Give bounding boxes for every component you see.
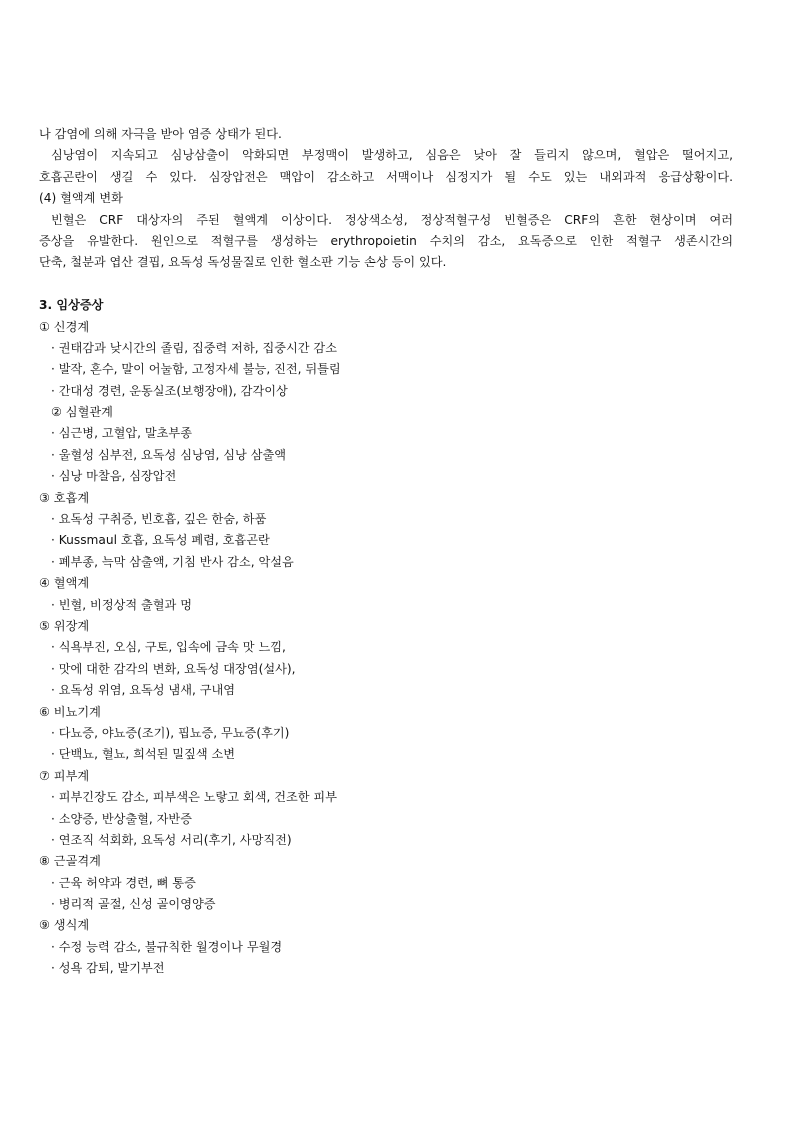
list-item: · 권태감과 낮시간의 졸림, 집중력 저하, 집중시간 감소 xyxy=(51,340,337,355)
list-item: · 단백뇨, 혈뇨, 희석된 밀짚색 소변 xyxy=(51,747,236,762)
group-label: ⑥ 비뇨기계 xyxy=(39,704,101,719)
group-label: ⑨ 생식계 xyxy=(39,918,90,933)
list-item: · 심근병, 고혈압, 말초부종 xyxy=(51,426,192,441)
list-item: · 맛에 대한 감각의 변화, 요독성 대장염(설사), xyxy=(51,661,296,676)
symptom-group-urinary xyxy=(39,702,733,766)
list-item: · Kussmaul 호흡, 요독성 폐렴, 호흡곤란 xyxy=(51,533,270,548)
symptom-group-respiratory xyxy=(39,488,733,574)
group-label: ⑦ 피부계 xyxy=(39,768,90,783)
symptom-group-cardiovascular xyxy=(39,402,733,488)
list-item: · 빈혈, 비정상적 출혈과 멍 xyxy=(51,597,192,612)
symptom-group-musculoskeletal xyxy=(39,851,733,915)
group-label: ② 심혈관계 xyxy=(51,405,113,420)
group-label: ⑤ 위장계 xyxy=(39,618,90,633)
list-item: · 수정 능력 감소, 불규칙한 월경이나 무월경 xyxy=(51,939,283,954)
list-item: · 병리적 골절, 신성 골이영양증 xyxy=(51,897,216,912)
symptom-group-integumentary xyxy=(39,766,733,852)
list-item: · 울혈성 심부전, 요독성 심낭염, 심낭 삼출액 xyxy=(51,447,287,462)
blank-line xyxy=(39,274,733,295)
pericarditis-paragraph-line: 심낭염이 지속되고 심낭삼출이 악화되면 부정맥이 발생하고, 심음은 낮아 잘 들리지 않으며, 혈압은 떨어지고, xyxy=(51,148,733,163)
list-item: · 심낭 마찰음, 심장압전 xyxy=(51,469,177,484)
list-item: · 근육 허약과 경련, 뼈 통증 xyxy=(51,875,196,890)
symptom-group-neurologic xyxy=(39,317,733,403)
paragraph-continuation-line: 나 감염에 의해 자극을 받아 염증 상태가 된다. xyxy=(39,127,282,141)
symptom-group-hematologic xyxy=(39,573,733,616)
list-item: · 요독성 구취증, 빈호흡, 깊은 한숨, 하품 xyxy=(51,512,267,527)
symptom-group-reproductive xyxy=(39,915,733,979)
group-label: ① 신경계 xyxy=(39,319,90,334)
hematologic-paragraph-line: 증상을 유발한다. 원인으로 적혈구를 생성하는 erythropoietin 수치의 감소, 요독증으로 인한 적혈구 생존시간의 xyxy=(39,233,733,248)
section-title: 3. 임상증상 xyxy=(39,298,104,313)
symptom-group-gastrointestinal xyxy=(39,616,733,702)
group-label: ④ 혈액계 xyxy=(39,576,90,591)
list-item: · 연조직 석회화, 요독성 서리(후기, 사망직전) xyxy=(51,832,292,847)
list-item: · 발작, 혼수, 말이 어눌함, 고정자세 불능, 진전, 뒤틀림 xyxy=(51,362,341,377)
document-page xyxy=(39,124,733,980)
list-item: · 폐부종, 늑막 삼출액, 기침 반사 감소, 악설음 xyxy=(51,554,294,569)
group-label: ③ 호흡계 xyxy=(39,490,90,505)
list-item: · 다뇨증, 야뇨증(조기), 핍뇨증, 무뇨증(후기) xyxy=(51,725,290,740)
list-item: · 요독성 위염, 요독성 냄새, 구내염 xyxy=(51,683,236,698)
list-item: · 간대성 경련, 운동실조(보행장애), 감각이상 xyxy=(51,383,288,398)
list-item: · 소양증, 반상출혈, 자반증 xyxy=(51,811,192,826)
hematologic-heading: (4) 혈액계 변화 xyxy=(39,191,123,206)
pericarditis-paragraph-line: 호흡곤란이 생길 수 있다. 심장압전은 맥압이 감소하고 서맥이나 심정지가 될 수도 있는 내외과적 응급상황이다. xyxy=(39,169,733,184)
list-item: · 성욕 감퇴, 발기부전 xyxy=(51,961,165,976)
group-label: ⑧ 근골격계 xyxy=(39,854,101,869)
hematologic-paragraph-line: 빈혈은 CRF 대상자의 주된 혈액계 이상이다. 정상색소성, 정상적혈구성 빈혈증은 CRF의 흔한 현상이며 여러 xyxy=(51,212,733,227)
hematologic-paragraph-line: 단축, 철분과 엽산 결핍, 요독성 독성물질로 인한 혈소판 기능 손상 등이 있다. xyxy=(39,255,447,270)
list-item: · 식욕부진, 오심, 구토, 입속에 금속 맛 느낌, xyxy=(51,640,286,655)
list-item: · 피부긴장도 감소, 피부색은 노랗고 회색, 건조한 피부 xyxy=(51,790,337,805)
